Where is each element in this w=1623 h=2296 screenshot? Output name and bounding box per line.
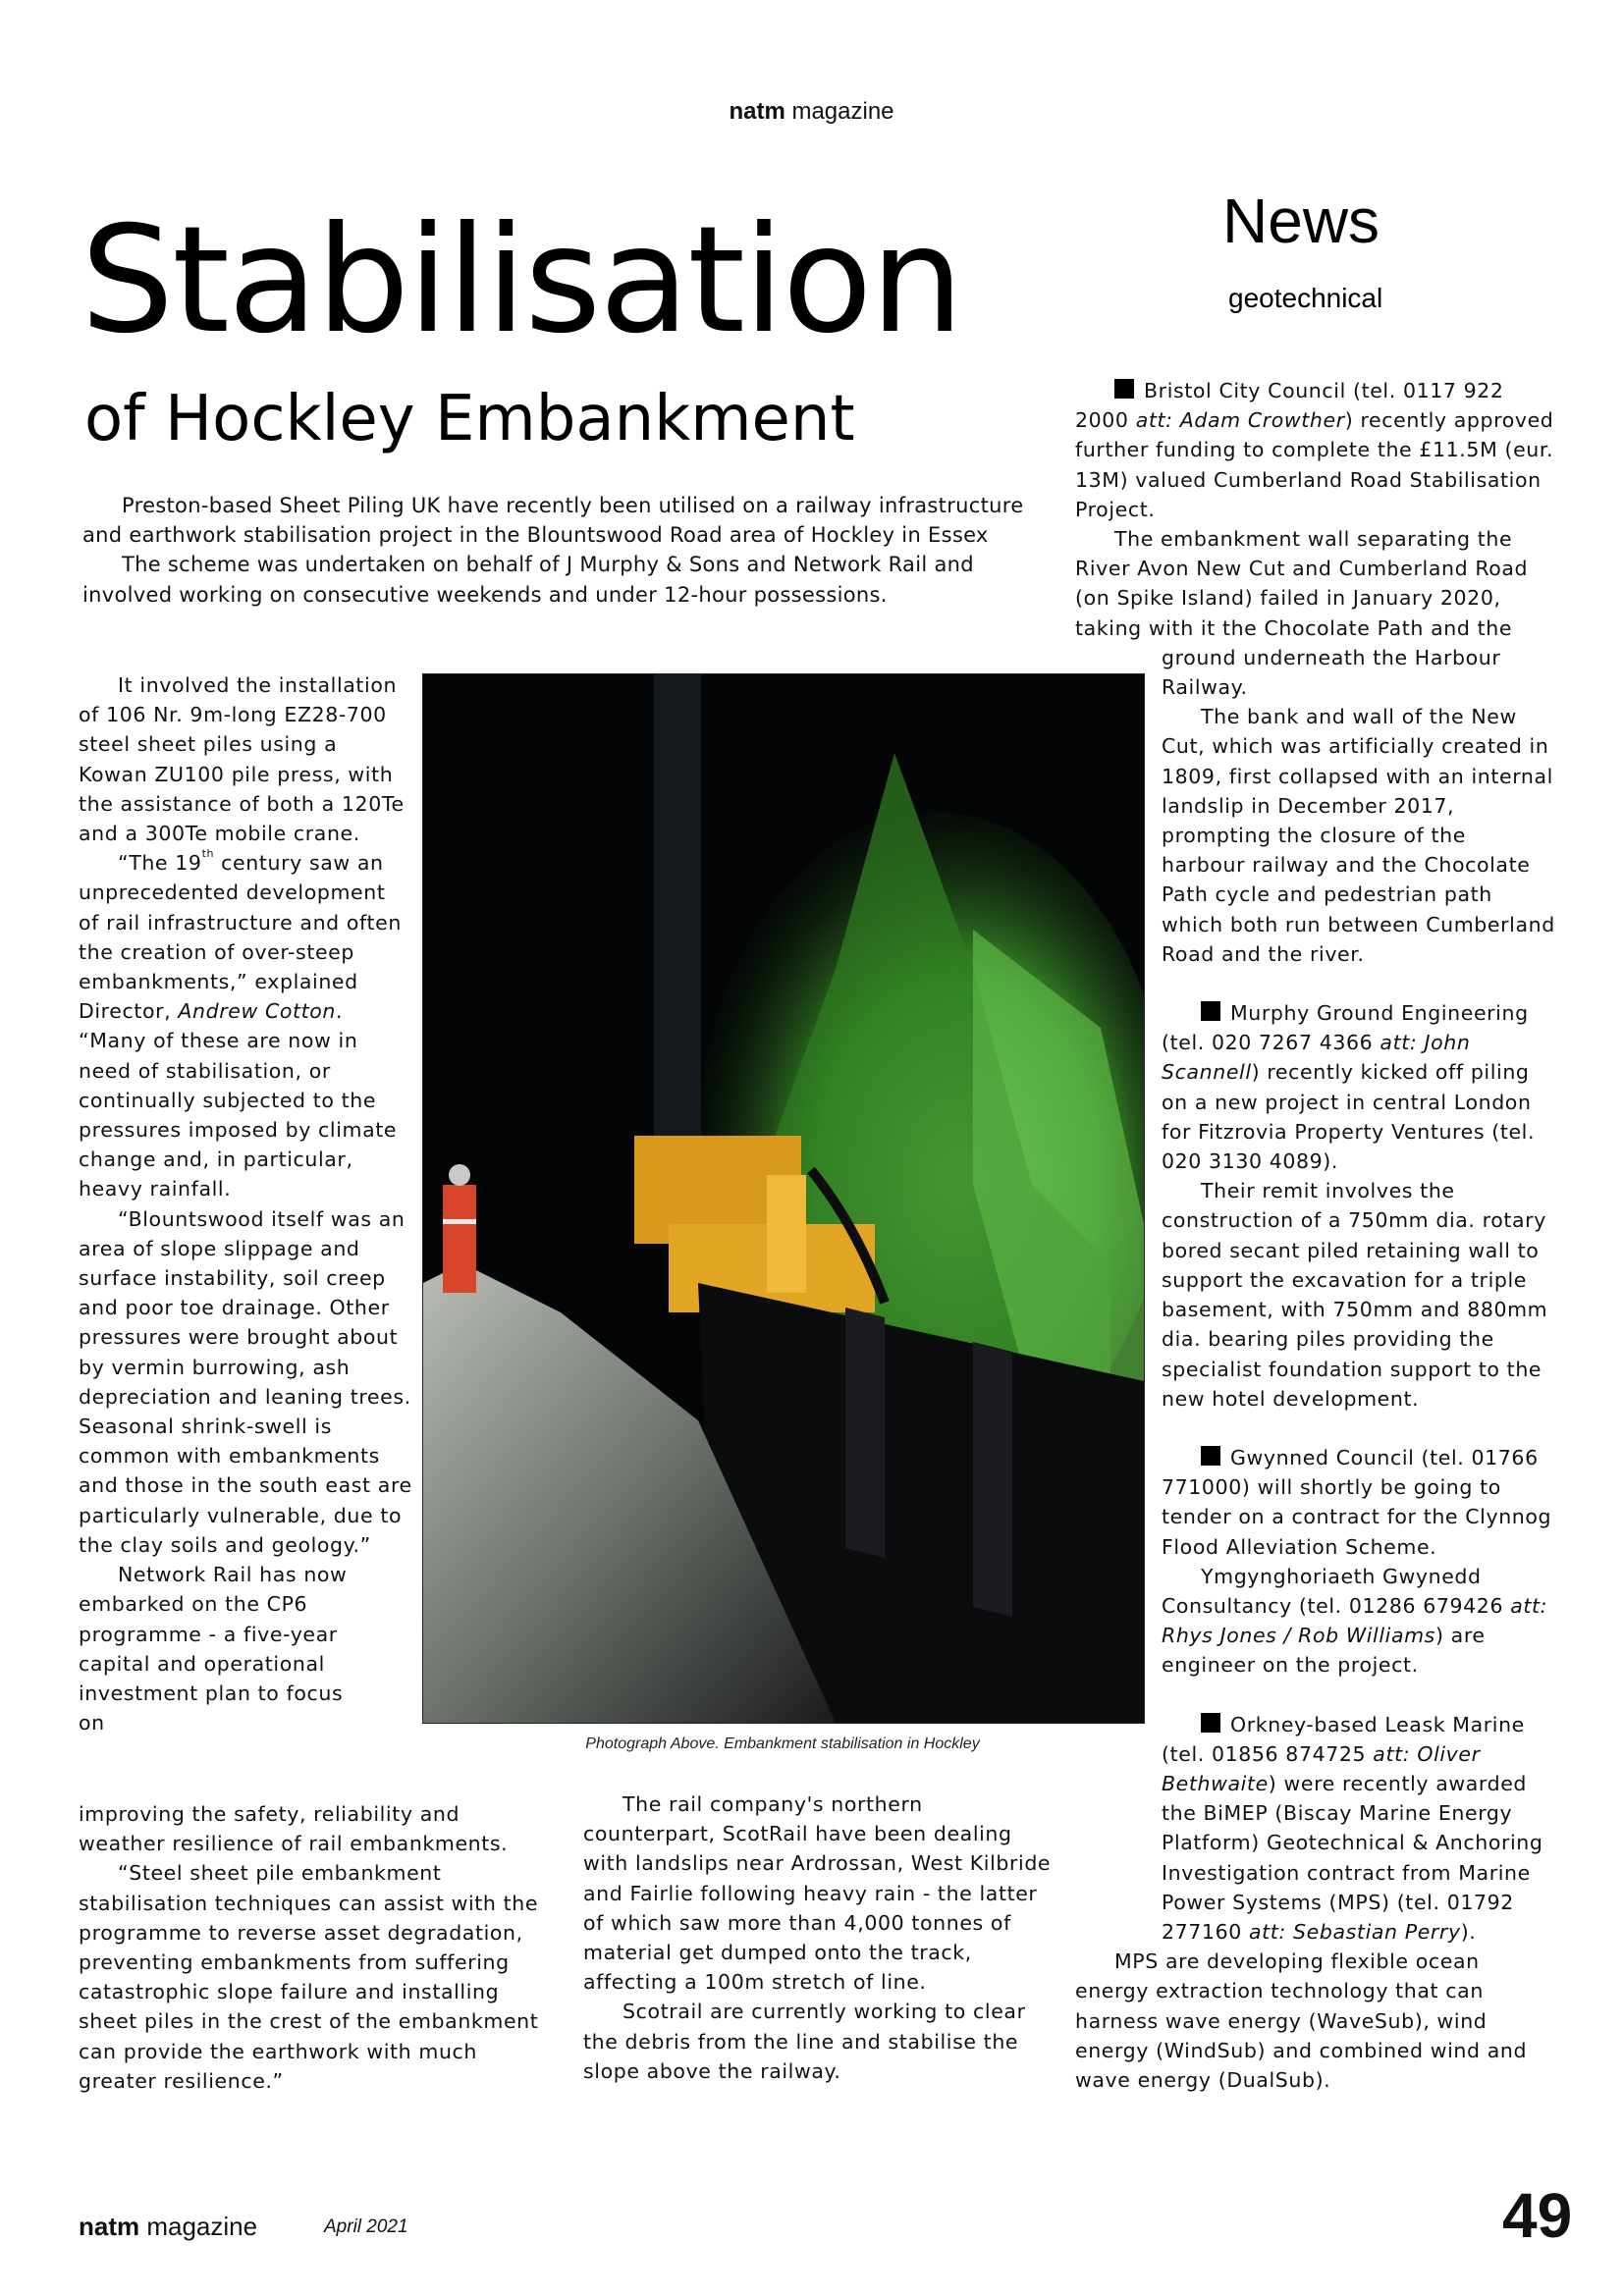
body-paragraph: improving the safety, reliability and weather resilience of rail embankments. [79,1802,509,1856]
article-subtitle: of Hockley Embankment [84,383,855,455]
text-run: ) were recently awarded the BiMEP (Biscay Marine Energy Platform) Geotechnical & Anchoring Investigation contract from Marine Power Systems (MPS) (tel. 01792 277160 [1162,1771,1543,1944]
intro-paragraph: The scheme was undertaken on behalf of J Murphy & Sons and Network Rail and involved working on consecutive weekends and under 12-hour possessions. [82,553,974,607]
contact-name: att: Adam Crowther [1135,408,1345,433]
body-paragraph: It involved the installation of 106 Nr. 9m-long EZ28-700 steel sheet piles using a Kowan ZU100 pile press, with the assistance of both a 120Te and a 300Te mobile crane. [79,673,405,846]
section-category: geotechnical [1228,283,1383,313]
brand-rest: magazine [784,98,894,125]
contact-name: att: Sebastian Perry [1248,1919,1461,1944]
pile-mast [654,674,701,1146]
body-paragraph: “Steel sheet pile embankment stabilisation techniques can assist with the programme to reverse asset degradation, preventing embankments from suffering catastrophic slope failure and installing sheet piles in the crest of the embankment can provide the earthwork with much greater resilience.” [79,1861,539,2093]
brand-bold: natm [79,2212,140,2241]
news-item [1162,998,1556,1443]
text-run: Gwynned Council (tel. 01766 771000) will shortly be going to tender on a contract for the Clynnog Flood Alleviation Scheme. [1162,1445,1552,1559]
text-run: ) are engineer on the project. [1162,1624,1486,1678]
bullet-square-icon [1201,1001,1220,1021]
body-paragraph: “Blountswood itself was an area of slope slippage and surface instability, soil creep and poor toe drainage. Other pressures were brought about by vermin burrowing, ash depreciation and leaning trees. Seasonal shrink-swell is common with embankments and those in the south east are particularly vulnerable, due to the clay soils and geology.” [79,1206,412,1557]
news-item [1075,1710,1556,2096]
bullet-square-icon [1201,1446,1220,1466]
article-column-1 [79,670,412,1737]
news-paragraph: The bank and wall of the New Cut, which was artificially created in 1809, first collapsed with an internal landslip in December 2017, prompting the closure of the harbour railway and the Chocolate Path cycle and pedestrian path which both run between Cumberland Road and the river. [1162,705,1555,966]
body-paragraph: Scotrail are currently working to clear the debris from the line and stabilise the slope above the railway. [583,2000,1026,2083]
text-run: Orkney-based Leask Marine (tel. 01856 874725 [1162,1712,1525,1766]
body-paragraph: Network Rail has now embarked on the CP6 programme - a five-year capital and operational investment plan to focus on [79,1563,348,1735]
text-run: Murphy Ground Engineering (tel. 020 7267 4366 [1162,1001,1529,1055]
bullet-square-icon [1114,379,1134,399]
person-name: Andrew Cotton [178,999,337,1024]
running-header [0,98,1623,126]
text-run: Bristol City Council (tel. 0117 922 2000 [1075,379,1504,433]
issue-date: April 2021 [324,2216,408,2237]
news-paragraph: Their remit involves the construction of a 750mm dia. rotary bored secant piled retaining wall to support the excavation for a triple basement, with 750mm and 880mm dia. bearing piles providing the specialist foundation support to the new hotel development. [1162,1179,1548,1411]
text-run: “The 19 [118,851,202,876]
contact-name: att: John Scannell [1162,1031,1471,1085]
page-number: 49 [1502,2180,1573,2251]
article-column-1-continued [79,1799,540,2096]
text-run: ) recently approved further funding to complete the £11.5M (eur. 13M) valued Cumberland Road Stabilisation Project. [1075,408,1554,521]
news-column [1075,376,1556,2095]
bullet-square-icon [1201,1713,1220,1733]
news-item [1075,376,1556,998]
text-run: . “Many of these are now in need of stabilisation, or continually subjected to the pressures imposed by climate change and, in particular, heavy rainfall. [79,999,398,1201]
body-paragraph: The rail company's northern counterpart, ScotRail have been dealing with landslips near Ardrossan, West Kilbride and Fairlie following heavy rain - the latter of which saw more than 4,000 tonnes of material get dumped onto the track, affecting a 100m stretch of line. [583,1792,1052,1995]
photo-caption: Photograph Above. Embankment stabilisation in Hockley [585,1735,980,1752]
brand-rest: magazine [139,2212,258,2241]
intro-paragraph: Preston-based Sheet Piling UK have recently been utilised on a railway infrastructure and earthwork stabilisation project in the Blountswood Road area of Hockley in Essex [82,494,1024,548]
footer-brand [79,2212,257,2242]
news-item [1162,1443,1556,1710]
text-run: ) recently kicked off piling on a new project in central London for Fitzrovia Property Ventures (tel. 020 3130 4089). [1162,1060,1536,1174]
section-heading: News [1222,186,1380,256]
body-paragraph [79,848,412,1203]
news-paragraph: MPS are developing flexible ocean energy extraction technology that can harness wave energy (WaveSub), wind energy (WindSub) and combined wind and wave energy (DualSub). [1075,1949,1528,2092]
ordinal-suffix: th [201,847,215,861]
text-run: ). [1460,1919,1477,1944]
photo-illustration [423,674,1144,1723]
brand-bold: natm [729,98,785,125]
article-photo [422,673,1145,1724]
text-run: century saw an unprecedented development of rail infrastructure and often the creation of over-steep embankments,” explained Director, [79,851,402,1024]
article-column-2 [583,1789,1055,2086]
contact-name: att: Oliver Bethwaite [1162,1741,1481,1795]
worker [443,1185,476,1293]
news-paragraph: ground underneath the Harbour Railway. [1162,645,1501,700]
article-intro [82,491,1025,610]
news-paragraph: The embankment wall separating the River Avon New Cut and Cumberland Road (on Spike Island) failed in January 2020, taking with it the Chocolate Path and the [1075,527,1529,640]
contact-name: att: Rhys Jones / Rob Williams [1162,1593,1548,1648]
text-run: Ymgynghoriaeth Gwynedd Consultancy (tel. 01286 679426 [1162,1564,1511,1618]
article-title: Stabilisation [81,195,962,366]
